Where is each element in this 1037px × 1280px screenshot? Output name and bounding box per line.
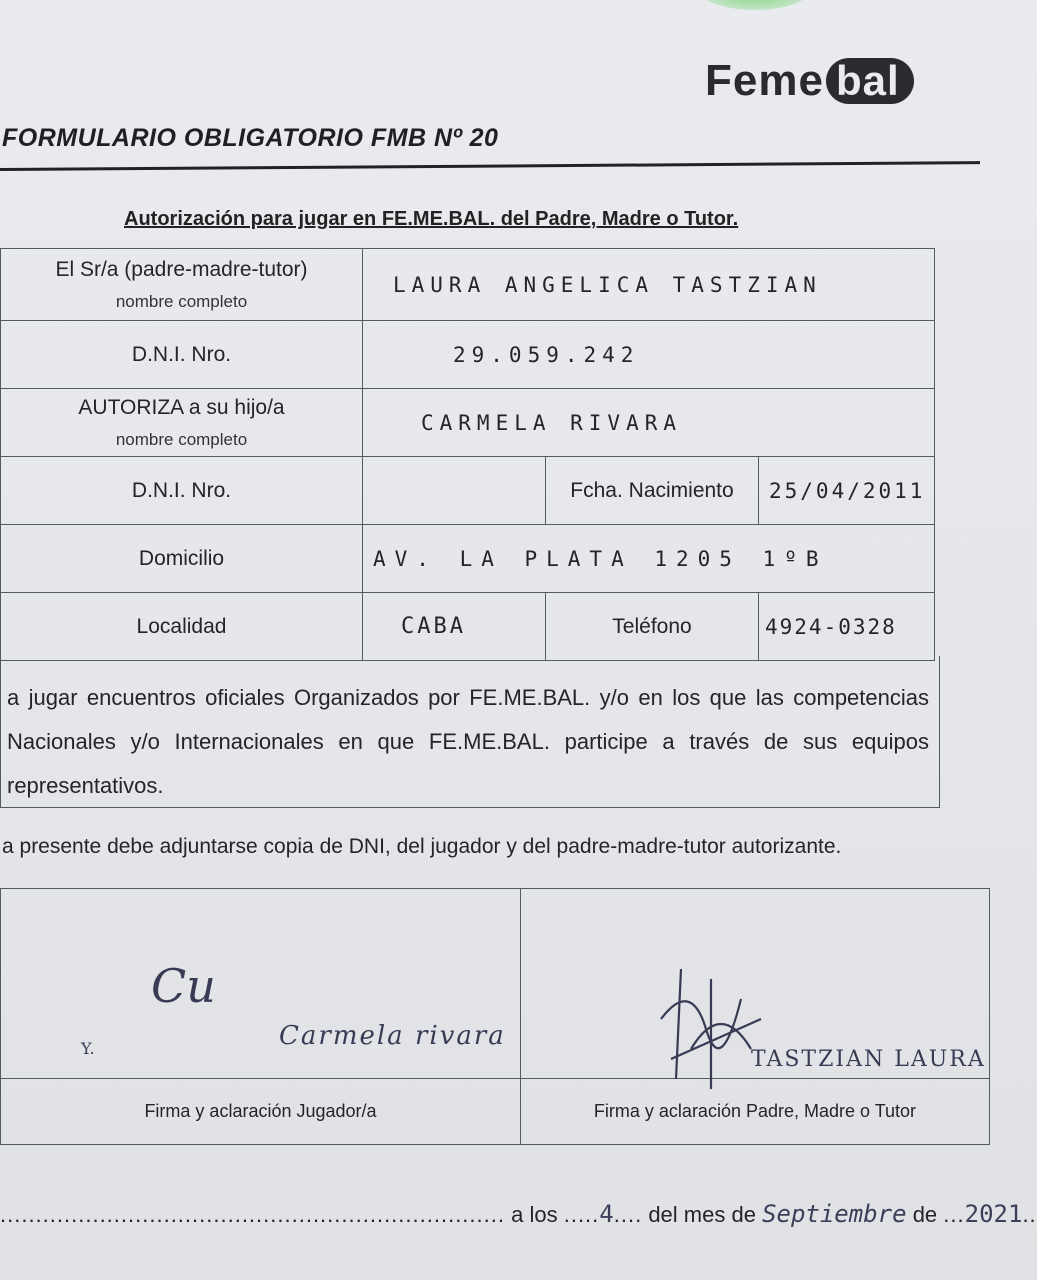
parent-name-handwritten: TASTZIAN LAURA <box>751 1047 986 1072</box>
authorization-text: a jugar encuentros oficiales Organizados por FE.ME.BAL. y/o en los que las competencias Nacionales y/o Internacionales en que FE.ME.BAL. participe a través de sus equipos representativos. <box>0 656 940 808</box>
title-divider <box>0 161 980 171</box>
signature-table <box>0 888 990 1145</box>
table-row <box>1 525 935 593</box>
logo-text: Feme <box>705 56 824 105</box>
form-title: FORMULARIO OBLIGATORIO FMB Nº 20 <box>2 124 499 152</box>
telefono-label: Teléfono <box>546 593 759 661</box>
telefono-field[interactable]: 4924-0328 <box>759 593 935 661</box>
child-dni-field[interactable] <box>363 457 546 525</box>
place-field[interactable]: ....................................................................... <box>0 1202 505 1227</box>
logo-pill: bal <box>826 58 914 104</box>
attachment-note: a presente debe adjuntarse copia de DNI, del jugador y del padre-madre-tutor autorizante. <box>2 835 842 858</box>
dni-label: D.N.I. Nro. <box>1 321 363 389</box>
parent-signature-caption: Firma y aclaración Padre, Madre o Tutor <box>521 1079 990 1145</box>
year-prefix-text: de <box>912 1202 938 1227</box>
domicilio-field[interactable]: AV. LA PLATA 1205 1ºB <box>363 525 935 593</box>
player-signature-box[interactable] <box>1 889 521 1079</box>
birth-date-label: Fcha. Nacimiento <box>546 457 759 525</box>
tutor-label: El Sr/a (padre-madre-tutor) <box>55 257 308 281</box>
femebal-logo <box>705 55 914 107</box>
authorization-table <box>0 248 935 661</box>
form-subtitle: Autorización para jugar en FE.ME.BAL. del Padre, Madre o Tutor. <box>124 208 739 230</box>
autoriza-label-cell <box>1 389 363 457</box>
player-signature-caption: Firma y aclaración Jugador/a <box>1 1079 521 1145</box>
tutor-label-cell <box>1 249 363 321</box>
player-signature: Cu <box>151 959 216 1013</box>
month-prefix-text: del mes de <box>648 1202 756 1227</box>
player-name-handwritten: Carmela rivara <box>279 1021 506 1051</box>
table-row <box>1 889 990 1079</box>
parent-signature-box[interactable] <box>521 889 990 1079</box>
table-row <box>1 389 935 457</box>
player-mark: Y. <box>81 1039 95 1058</box>
localidad-label: Localidad <box>1 593 363 661</box>
table-row <box>1 249 935 321</box>
child-name-field[interactable]: CARMELA RIVARA <box>363 389 935 457</box>
birth-date-field[interactable]: 25/04/2011 <box>759 457 935 525</box>
year-field[interactable]: 2021 <box>964 1200 1023 1228</box>
table-row <box>1 457 935 525</box>
table-row <box>1 1079 990 1145</box>
domicilio-label: Domicilio <box>1 525 363 593</box>
day-field[interactable]: 4 <box>599 1200 614 1228</box>
green-mark <box>700 0 810 10</box>
parent-signature-scribble <box>651 959 781 1099</box>
localidad-field[interactable]: CABA <box>363 593 546 661</box>
date-line: ....................................................................... a los .....4.... del mes de Septiembre de ...2021.. <box>0 1200 1037 1228</box>
month-field[interactable]: Septiembre <box>762 1200 907 1228</box>
a-los-text: a los <box>511 1202 558 1227</box>
tutor-dni-field[interactable]: 29.059.242 <box>363 321 935 389</box>
child-dni-label: D.N.I. Nro. <box>1 457 363 525</box>
autoriza-label: AUTORIZA a su hijo/a <box>78 395 285 419</box>
autoriza-sublabel: nombre completo <box>115 429 248 449</box>
tutor-name-field[interactable]: LAURA ANGELICA TASTZIAN <box>363 249 935 321</box>
table-row <box>1 593 935 661</box>
table-row <box>1 321 935 389</box>
tutor-sublabel: nombre completo <box>115 291 248 311</box>
